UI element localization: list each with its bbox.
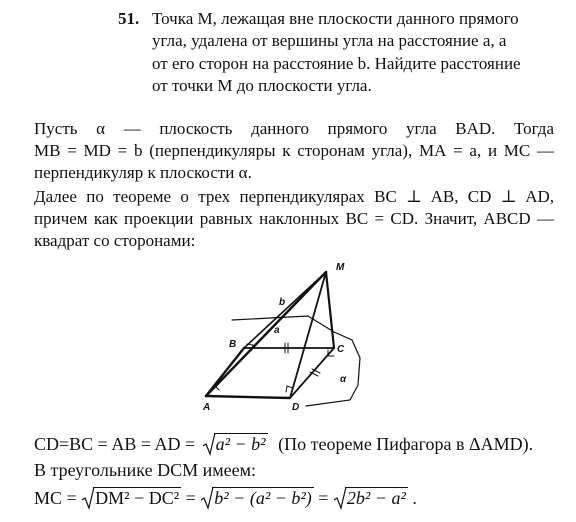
solution-line-4: Далее по теореме о трех перпендикулярах BC ⊥ AB, CD ⊥ AD, xyxy=(34,187,554,206)
solution-line-5: причем как проекции равных наклонных BC = CD. Значит, ABCD — xyxy=(34,209,554,228)
solution-line-6: квадрат со сторонами: xyxy=(34,231,196,250)
label-alpha: α xyxy=(340,374,347,385)
label-M: M xyxy=(336,262,345,273)
equals-sign: = xyxy=(318,488,329,508)
equals-sign: = xyxy=(185,488,196,508)
sqrt-4 xyxy=(333,488,408,509)
label-B: B xyxy=(229,339,237,350)
radical-sign xyxy=(333,486,347,510)
radicand-2: DM² − DC² xyxy=(95,488,180,508)
formula-1-note: (По теореме Пифагора в ΔAMD). xyxy=(278,434,534,454)
formula-line-1 xyxy=(34,434,533,455)
solution-line-1: Пусть α — плоскость данного прямого угла BAD. Тогда xyxy=(34,119,554,138)
problem-line-4: от точки М до плоскости угла. xyxy=(152,76,372,95)
label-C: C xyxy=(337,344,345,355)
radicand-1: a² − b² xyxy=(215,434,266,454)
radical-sign xyxy=(202,432,216,456)
formula-line-3 xyxy=(34,488,417,509)
solution-line-2: MB = MD = b (перпендикуляры к сторонам угла), МА = a, и МС — xyxy=(34,141,554,160)
problem-line-3: от его сторон на расстояние b. Найдите расстояние xyxy=(152,54,521,73)
label-A: A xyxy=(203,402,211,413)
segment-MC xyxy=(326,272,334,348)
formula-3-prefix: MC = xyxy=(34,488,77,508)
radical-sign xyxy=(81,486,95,510)
label-a: a xyxy=(274,325,280,336)
problem-number: 51. xyxy=(118,9,140,28)
sqrt-3 xyxy=(200,488,313,509)
formula-line-2: В треугольнике DCM имеем: xyxy=(34,460,256,480)
label-b: b xyxy=(279,297,286,308)
radical-sign xyxy=(200,486,214,510)
segment-MB xyxy=(244,272,326,348)
problem-line-2: угла, удалена от вершины угла на расстояние a, а xyxy=(152,31,507,50)
solution-line-3: перпендикуляр к плоскости α. xyxy=(34,163,252,182)
sqrt-2 xyxy=(81,488,181,509)
radicand-4: 2b² − a² xyxy=(346,488,406,508)
formula-3-end: . xyxy=(412,488,417,508)
problem-line-1: Точка М, лежащая вне плоскости данного прямого xyxy=(152,9,519,28)
radicand-3: b² − (a² − b²) xyxy=(214,488,312,508)
label-D: D xyxy=(292,402,300,413)
formula-1-prefix: CD=BC = AB = AD = xyxy=(34,434,196,454)
segment-AD xyxy=(206,396,290,398)
sqrt-1 xyxy=(202,434,268,455)
